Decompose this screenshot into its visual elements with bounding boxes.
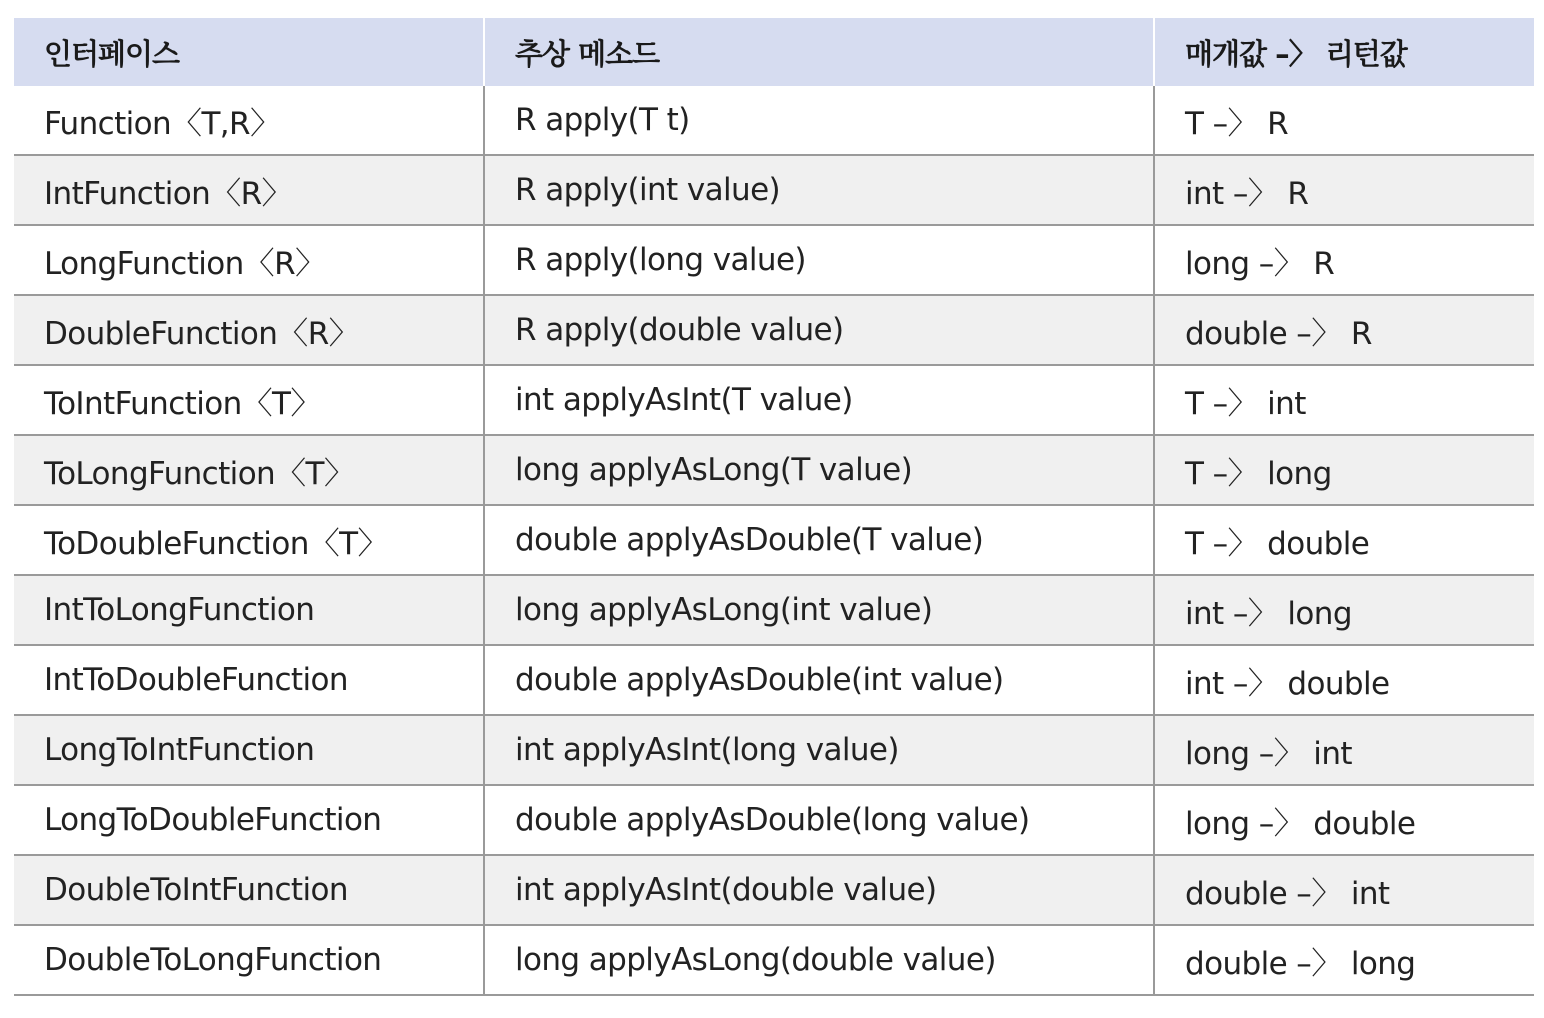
cell-interface: ToDoubleFunction〈T〉 [14,505,484,575]
cell-signature: double –〉 R [1154,295,1534,365]
cell-interface: IntFunction〈R〉 [14,155,484,225]
table-row [14,715,1534,785]
cell-method: long applyAsLong(T value) [484,435,1154,505]
table-row [14,435,1534,505]
cell-signature: double –〉 int [1154,855,1534,925]
cell-method: double applyAsDouble(long value) [484,785,1154,855]
header-row [14,18,1534,86]
cell-signature: long –〉 R [1154,225,1534,295]
table-row [14,505,1534,575]
cell-method: long applyAsLong(double value) [484,925,1154,995]
cell-interface: LongToIntFunction [14,715,484,785]
table-body [14,86,1534,995]
cell-signature: double –〉 long [1154,925,1534,995]
cell-method: double applyAsDouble(T value) [484,505,1154,575]
cell-method: int applyAsInt(long value) [484,715,1154,785]
cell-interface: DoubleToIntFunction [14,855,484,925]
function-interface-table-container [14,18,1534,996]
table-row [14,855,1534,925]
cell-signature: int –〉 double [1154,645,1534,715]
cell-interface: DoubleToLongFunction [14,925,484,995]
table-row [14,645,1534,715]
cell-method: long applyAsLong(int value) [484,575,1154,645]
cell-interface: ToIntFunction〈T〉 [14,365,484,435]
cell-method: int applyAsInt(T value) [484,365,1154,435]
cell-signature: int –〉 R [1154,155,1534,225]
table-row [14,925,1534,995]
table-row [14,155,1534,225]
header-abstract-method: 추상 메소드 [484,18,1154,86]
table-row [14,785,1534,855]
cell-interface: IntToDoubleFunction [14,645,484,715]
cell-interface: ToLongFunction〈T〉 [14,435,484,505]
cell-signature: long –〉 double [1154,785,1534,855]
cell-method: R apply(int value) [484,155,1154,225]
cell-method: double applyAsDouble(int value) [484,645,1154,715]
cell-interface: DoubleFunction〈R〉 [14,295,484,365]
cell-signature: T –〉 double [1154,505,1534,575]
header-param-to-return: 매개값 –〉 리턴값 [1154,18,1534,86]
header-interface: 인터페이스 [14,18,484,86]
cell-signature: T –〉 R [1154,86,1534,155]
cell-method: R apply(long value) [484,225,1154,295]
cell-interface: IntToLongFunction [14,575,484,645]
table-row [14,86,1534,155]
cell-method: R apply(double value) [484,295,1154,365]
table-row [14,295,1534,365]
table-row [14,365,1534,435]
cell-signature: int –〉 long [1154,575,1534,645]
cell-method: R apply(T t) [484,86,1154,155]
cell-interface: LongFunction〈R〉 [14,225,484,295]
table-row [14,225,1534,295]
cell-signature: T –〉 int [1154,365,1534,435]
cell-signature: long –〉 int [1154,715,1534,785]
cell-interface: LongToDoubleFunction [14,785,484,855]
cell-signature: T –〉 long [1154,435,1534,505]
table-row [14,575,1534,645]
cell-method: int applyAsInt(double value) [484,855,1154,925]
function-interface-table [14,18,1534,996]
cell-interface: Function〈T,R〉 [14,86,484,155]
table-header [14,18,1534,86]
